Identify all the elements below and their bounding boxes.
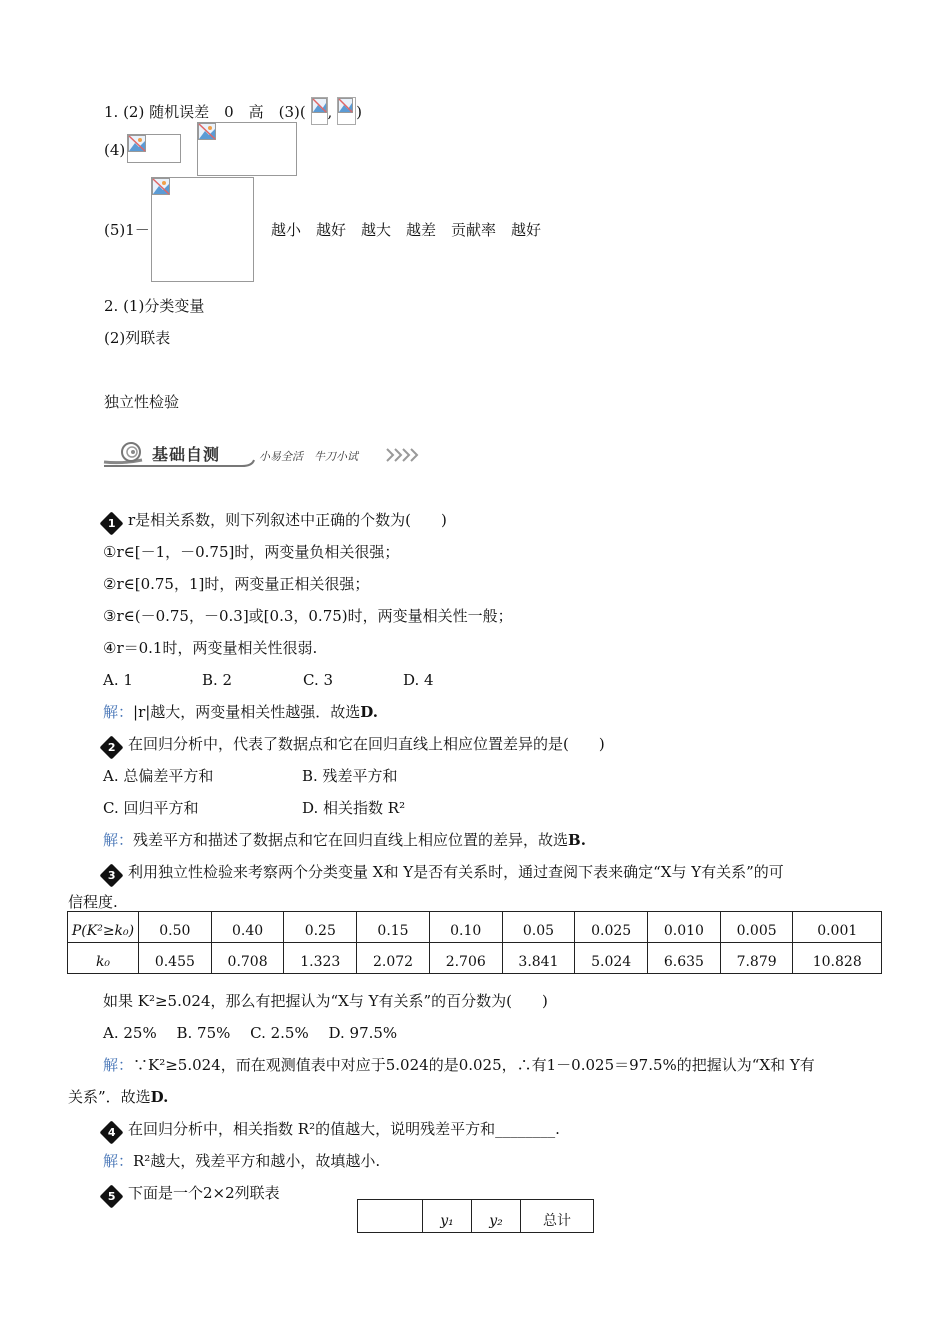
table-cell: P(K²≥k₀) — [68, 912, 139, 943]
table-cell: 0.005 — [720, 912, 793, 943]
broken-image-icon — [152, 178, 170, 195]
question-1-solution: 解：|r|越大，两变量相关性越强．故选D. — [103, 703, 378, 721]
question-3-solution-2: 关系”．故选D. — [68, 1088, 169, 1106]
table-cell: 0.010 — [648, 912, 721, 943]
question-3-options: A. 25% B. 75% C. 2.5% D. 97.5% — [103, 1024, 398, 1042]
answer-line-1-end: ) — [356, 103, 362, 121]
contingency-table — [357, 1199, 594, 1233]
question-1-item-1: ①r∈[－1，－0.75]时，两变量负相关很强； — [103, 543, 400, 561]
question-1-option-a: A. 1 — [103, 671, 133, 689]
table-row — [68, 912, 882, 943]
question-5-stem: 5 下面是一个2×2列联表 — [103, 1183, 280, 1205]
formula-image-placeholder — [151, 177, 254, 282]
answer-line-5-terms: 越小 越好 越大 越差 贡献率 越好 — [271, 221, 542, 239]
answer-line-1-sep: , — [327, 103, 333, 121]
question-number-badge: 1 — [99, 511, 123, 535]
banner-title: 基础自测 — [152, 445, 221, 464]
answer-line-2-1: 2. (1)分类变量 — [104, 297, 205, 315]
table-cell: 3.841 — [502, 943, 575, 974]
question-2-option-a: A. 总偏差平方和 — [103, 767, 214, 785]
table-cell: 0.40 — [211, 912, 284, 943]
table-cell: y₂ — [472, 1200, 521, 1233]
question-number-badge: 5 — [99, 1184, 123, 1208]
table-cell: y₁ — [423, 1200, 472, 1233]
formula-image-placeholder — [127, 134, 181, 163]
question-3-follow: 如果 K²≥5.024，那么有把握认为“X与 Y有关系”的百分数为( ) — [103, 992, 548, 1010]
question-4-stem: 4 在回归分析中，相关指数 R²的值越大，说明残差平方和________. — [103, 1119, 560, 1141]
question-1-item-2: ②r∈[0.75，1]时，两变量正相关很强； — [103, 575, 370, 593]
table-cell: 0.025 — [575, 912, 648, 943]
critical-value-table — [67, 911, 882, 974]
question-2-option-b: B. 残差平方和 — [302, 767, 398, 785]
table-cell: 0.05 — [502, 912, 575, 943]
table-cell: 10.828 — [793, 943, 882, 974]
table-cell: 1.323 — [284, 943, 357, 974]
question-1-stem: 1 r是相关系数，则下列叙述中正确的个数为( ) — [103, 510, 447, 532]
question-1-option-d: D. 4 — [403, 671, 434, 689]
table-cell — [358, 1200, 423, 1233]
banner-subtitle: 小易全活 牛刀小试 — [259, 450, 358, 463]
question-3-stem-1: 3 利用独立性检验来考察两个分类变量 X和 Y是否有关系时，通过查阅下表来确定“X与 Y有关系”的可 — [103, 862, 784, 884]
table-cell: 0.708 — [211, 943, 284, 974]
table-cell: 6.635 — [648, 943, 721, 974]
question-2-stem: 2 在回归分析中，代表了数据点和它在回归直线上相应位置差异的是( ) — [103, 734, 605, 756]
basic-self-test-banner — [102, 438, 422, 472]
broken-image-icon — [128, 135, 146, 152]
question-2-option-d: D. 相关指数 R² — [302, 799, 406, 817]
question-3-solution-1: 解：∵K²≥5.024，而在观测值表中对应于5.024的是0.025，∴有1－0.025＝97.5%的把握认为“X和 Y有 — [103, 1056, 815, 1074]
question-number-badge: 4 — [99, 1120, 123, 1144]
answer-line-4-label: (4) — [104, 141, 126, 159]
answer-line-1-text: 1. (2) 随机误差 0 高 (3)( — [104, 103, 306, 121]
table-cell: 0.25 — [284, 912, 357, 943]
table-cell: 0.15 — [357, 912, 430, 943]
broken-image-icon — [338, 98, 353, 113]
formula-image-placeholder — [337, 97, 356, 125]
broken-image-icon — [312, 98, 327, 113]
formula-image-placeholder — [311, 97, 328, 125]
table-cell: 2.706 — [429, 943, 502, 974]
table-cell: 0.10 — [429, 912, 502, 943]
table-cell: 0.001 — [793, 912, 882, 943]
table-row — [68, 943, 882, 974]
question-number-badge: 3 — [99, 863, 123, 887]
question-1-item-4: ④r＝0.1时，两变量相关性很弱. — [103, 639, 318, 657]
table-cell: 0.50 — [139, 912, 212, 943]
question-3-stem-2: 信程度. — [68, 893, 118, 911]
broken-image-icon — [198, 123, 216, 140]
question-2-solution: 解：残差平方和描述了数据点和它在回归直线上相应位置的差异，故选B. — [103, 831, 586, 849]
question-4-solution: 解：R²越大，残差平方和越小，故填越小. — [103, 1152, 381, 1170]
table-cell: 2.072 — [357, 943, 430, 974]
question-1-option-c: C. 3 — [303, 671, 334, 689]
question-1-option-b: B. 2 — [202, 671, 233, 689]
table-cell: 总计 — [521, 1200, 594, 1233]
table-row — [358, 1200, 594, 1233]
formula-image-placeholder — [197, 122, 297, 176]
question-1-item-3: ③r∈(－0.75，－0.3]或[0.3，0.75)时，两变量相关性一般； — [103, 607, 513, 625]
answer-line-2-2: (2)列联表 — [104, 329, 171, 347]
section-title: 独立性检验 — [104, 393, 180, 411]
question-number-badge: 2 — [99, 735, 123, 759]
table-cell: 7.879 — [720, 943, 793, 974]
table-cell: k₀ — [68, 943, 139, 974]
table-cell: 0.455 — [139, 943, 212, 974]
question-2-option-c: C. 回归平方和 — [103, 799, 199, 817]
answer-line-1 — [104, 97, 362, 125]
table-cell: 5.024 — [575, 943, 648, 974]
answer-line-5-label: (5)1－ — [104, 221, 150, 239]
